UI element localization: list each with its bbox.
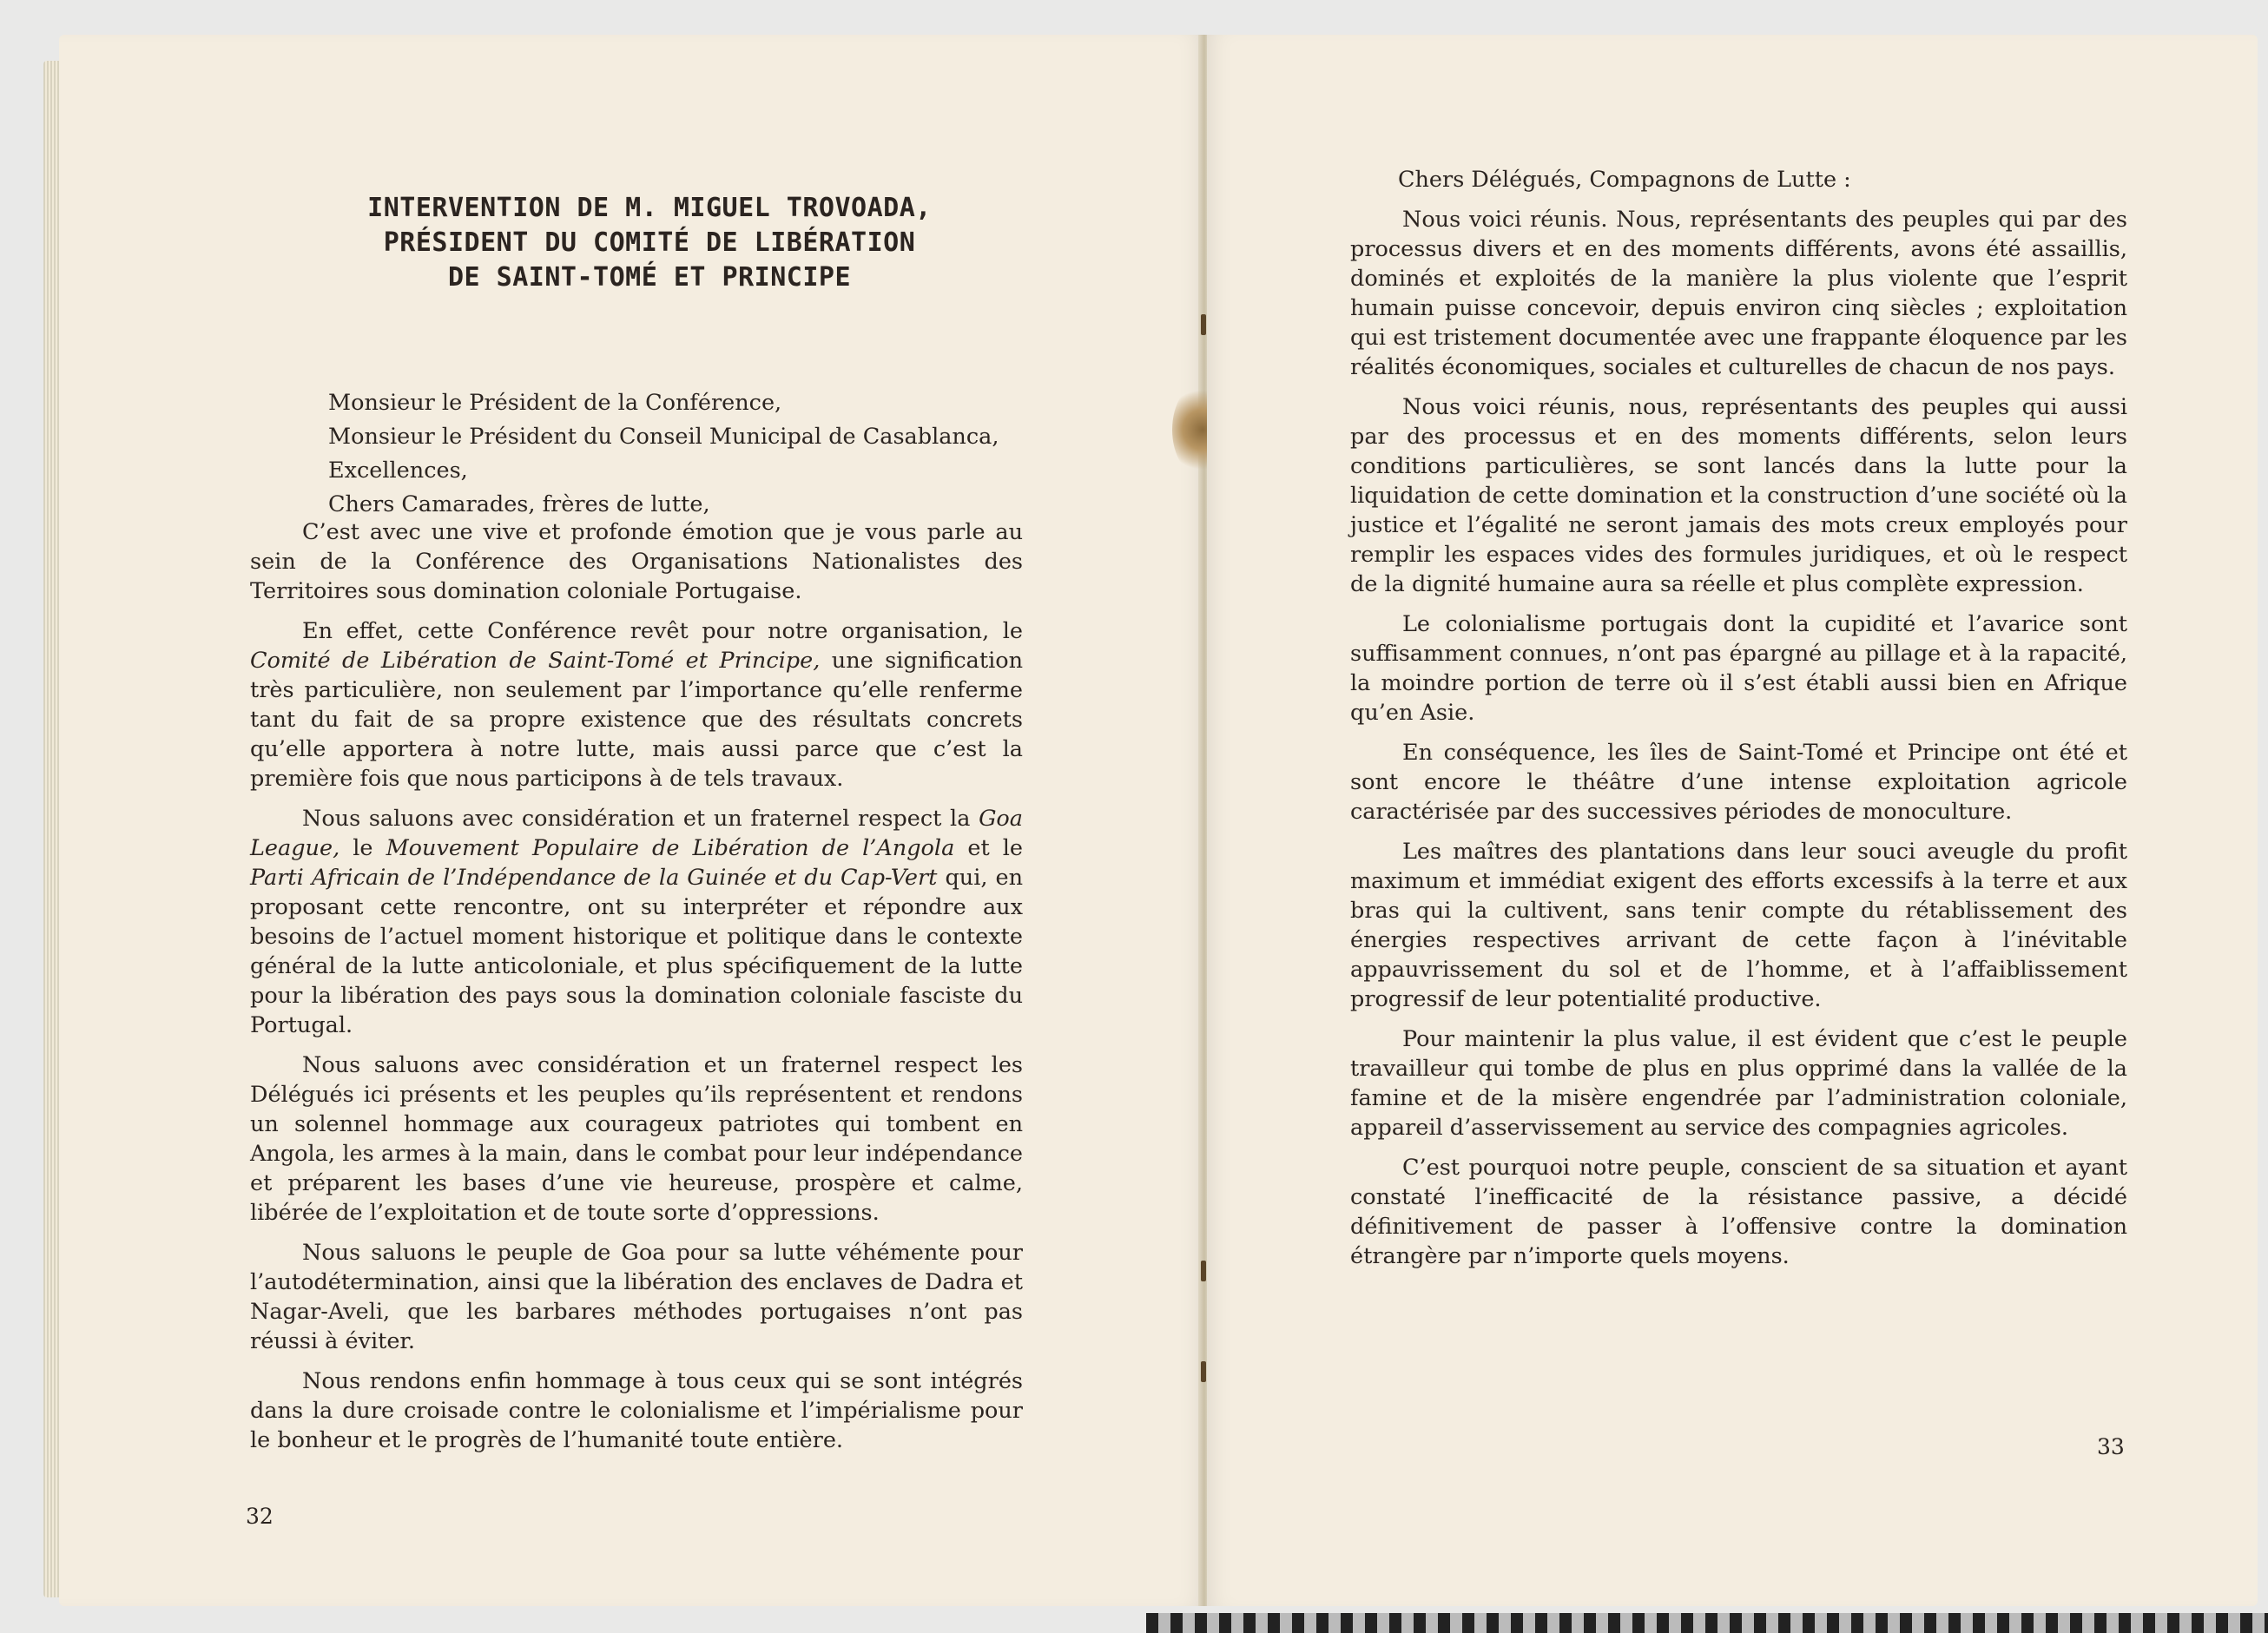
paragraph: [250, 804, 1023, 1040]
paragraph: Nous saluons le peuple de Goa pour sa lutte véhémente pour l’autodétermination, ainsi que la libération des enclaves de Dadra et Nagar-Aveli, que les barbares méthodes portugaises n’ont pas réussi à éviter.: [250, 1240, 1023, 1354]
text-run: qui, en proposant cette rencontre, ont su interpréter et répondre aux besoins de l’actuel moment historique et politique dans le contexte général de la lutte anticoloniale, et plus spécifiquement de la lutte pour la libération des pays sous la domination coloniale fasciste du Portugal.: [250, 865, 1023, 1038]
organization-name: Mouvement Populaire de Libération de l’Angola: [386, 835, 955, 861]
salutation-line: Excellences,: [328, 458, 468, 484]
paragraph: Le colonialisme portugais dont la cupidité et l’avarice sont suffisamment connues, n’ont pas épargné au pillage et à la rapacité, la moindre portion de terre où il s’est établi aussi bien en Afrique qu’en Asie.: [1350, 611, 2127, 726]
text-run: une signification très particulière, non seulement par l’importance qu’elle renferme tant du fait de sa propre existence que des résultats concrets qu’elle apportera à notre lutte, mais aussi parce que c’est la première fois que nous participons à de tels travaux.: [250, 648, 1023, 792]
page-number: 32: [246, 1504, 274, 1529]
book-spread: [43, 35, 2258, 1606]
staple-mark: [1201, 1361, 1206, 1382]
paragraph: Les maîtres des plantations dans leur souci aveugle du profit maximum et immédiat exigent des efforts excessifs à la terre et aux bras qui la cultivent, sans tenir compte du rétablissement des énergies respectives arrivant de cette façon à l’inévitable appauvrissement du sol et de l’homme, et à l’affaiblissement progressif de leur potentialité productive.: [1350, 839, 2127, 1012]
right-body: [1350, 165, 2127, 1281]
scan-color-strip: [1146, 1613, 2268, 1633]
staple-mark: [1201, 314, 1206, 335]
organization-name: Parti Africain de l’Indépendance de la Guinée et du Cap-Vert: [250, 865, 938, 891]
salutation-block: [328, 386, 1110, 522]
title-line-2: PRÉSIDENT DU COMITÉ DE LIBÉRATION: [383, 227, 916, 258]
page-number: 33: [2097, 1434, 2125, 1459]
greeting: Chers Délégués, Compagnons de Lutte :: [1398, 167, 1851, 193]
paragraph: Nous voici réunis, nous, représentants des peuples qui aussi par des processus et en des moments différents, selon leurs conditions particulières, se sont lancés dans la lutte pour la liquidation de cette domination et la construction d’une société où la justice et l’égalité ne seront jamais des mots creux employés pour remplir les espaces vides des formules juridiques, et où le respect de la dignité humaine aura sa réelle et plus complète expression.: [1350, 394, 2127, 597]
page-title: [320, 191, 979, 295]
text-run: le: [340, 835, 386, 861]
paragraph: Nous saluons avec considération et un fraternel respect les Délégués ici présents et les peuples qu’ils représentent et rendons un solennel hommage aux courageux patriotes qui tombent en Angola, les armes à la main, dans le combat pour leur indépendance et préparent les bases d’une vie heureuse, prospère et calme, libérée de l’exploitation et de toute sorte d’oppressions.: [250, 1052, 1023, 1226]
text-run: Nous saluons avec considération et un fraternel respect la: [302, 806, 979, 832]
organization-name: Comité de Libération de Saint-Tomé et Principe,: [250, 648, 821, 674]
page-edges: [43, 61, 61, 1597]
left-page: [59, 35, 1205, 1606]
organization-name: Goa League,: [250, 806, 1023, 861]
paragraph: [250, 616, 1023, 793]
staple-mark: [1201, 1261, 1206, 1281]
paragraph: C’est avec une vive et profonde émotion que je vous parle au sein de la Conférence des Organisations Nationalistes des Territoires sous domination coloniale Portugaise.: [250, 519, 1023, 604]
salutation-line: Chers Camarades, frères de lutte,: [328, 491, 710, 517]
paragraph: Pour maintenir la plus value, il est évident que c’est le peuple travailleur qui tombe de plus en plus opprimé dans la vallée de la famine et de la misère engendrée par l’administration coloniale, appareil d’asservissement au service des compagnies agricoles.: [1350, 1026, 2127, 1141]
paragraph: En conséquence, les îles de Saint-Tomé et Principe ont été et sont encore le théâtre d’une intense exploitation agricole caractérisée par des successives périodes de monoculture.: [1350, 740, 2127, 825]
right-page: [1207, 35, 2258, 1606]
text-run: En effet, cette Conférence revêt pour notre organisation, le: [302, 618, 1023, 644]
paragraph: Nous rendons enfin hommage à tous ceux qui se sont intégrés dans la dure croisade contre le colonialisme et l’impérialisme pour le bonheur et le progrès de l’humanité toute entière.: [250, 1368, 1023, 1453]
left-body: [250, 517, 1023, 1465]
salutation-line: Monsieur le Président du Conseil Municipal de Casablanca,: [328, 424, 999, 450]
title-line-3: DE SAINT-TOMÉ ET PRINCIPE: [447, 262, 852, 293]
paragraph: C’est pourquoi notre peuple, conscient de sa situation et ayant constaté l’inefficacité de la résistance passive, a décidé définitivement de passer à l’offensive contre la domination étrangère par n’importe quels moyens.: [1350, 1155, 2127, 1269]
paragraph: Nous voici réunis. Nous, représentants des peuples qui par des processus divers et en des moments différents, avons été assaillis, dominés et exploités de la manière la plus violente que l’esprit humain puisse concevoir, depuis environ cinq siècles ; exploitation qui est tristement documentée avec une frappante éloquence par les réalités économiques, sociales et culturelles de chacun de nos pays.: [1350, 207, 2127, 380]
title-line-1: INTERVENTION DE M. MIGUEL TROVOADA,: [367, 193, 932, 223]
salutation-line: Monsieur le Président de la Conférence,: [328, 390, 782, 416]
text-run: et le: [954, 835, 1023, 861]
